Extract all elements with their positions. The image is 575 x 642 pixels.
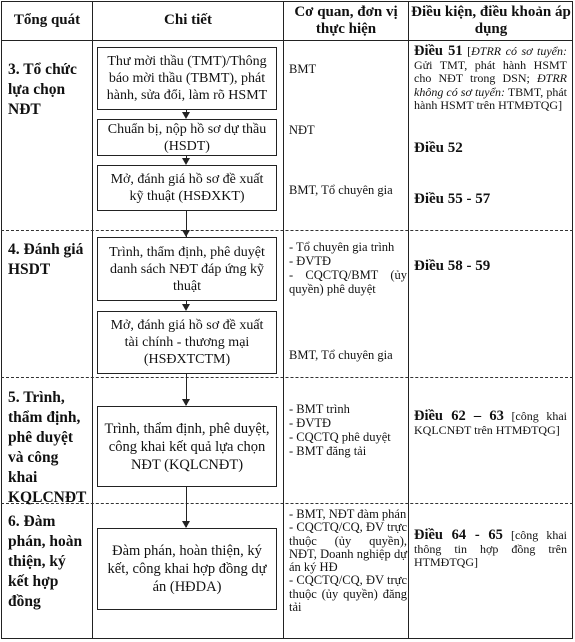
agency-item: - CQCTQ/CQ, ĐV trực thuộc (ủy quyền), NĐT, Doanh nghiệp dự án ký HĐ xyxy=(289,520,407,575)
stage-title: 5. Trình, thẩm định, phê duyệt và công khai KQLCNĐT xyxy=(8,389,87,506)
agency-list xyxy=(289,508,407,614)
condition-part: [công khai thông tin hợp đồng trên HTMĐTQG] xyxy=(414,528,567,569)
col-divider xyxy=(283,1,284,639)
condition-part: [công khai KQLCNĐT trên HTMĐTQG] xyxy=(414,409,567,437)
step-box: Mở, đánh giá hồ sơ đề xuất kỹ thuật (HSĐXKT) xyxy=(97,165,277,211)
article-label: Điều 62 – 63 xyxy=(414,408,504,424)
header-agency: Cơ quan, đơn vị thực hiện xyxy=(294,4,398,37)
flow-arrow-icon xyxy=(182,521,190,528)
step-box: Mở, đánh giá hồ sơ đề xuất tài chính - thương mại (HSĐXTCTM) xyxy=(97,311,277,374)
agency-text: BMT, Tổ chuyên gia xyxy=(289,183,393,197)
article-label: Điều 52 xyxy=(414,140,463,156)
agency-item: - ĐVTĐ xyxy=(289,416,332,430)
header-divider xyxy=(1,40,573,41)
stage-divider xyxy=(1,377,573,378)
stage-divider xyxy=(1,230,573,231)
condition-emphasis: ĐTRR không có sơ tuyển: xyxy=(414,71,567,99)
col-divider xyxy=(92,1,93,639)
header-detail: Chi tiết xyxy=(164,12,212,28)
agency-item: - BMT, NĐT đàm phán xyxy=(289,507,407,521)
col-divider xyxy=(408,1,409,639)
stage-title: 3. Tổ chức lựa chọn NĐT xyxy=(8,61,77,118)
agency-list xyxy=(289,402,407,458)
condition-part: TBMT, phát hành HSMT trên HTMĐTQG] xyxy=(414,84,567,112)
agency-text: BMT, Tổ chuyên gia xyxy=(289,348,393,362)
step-box: Trình, thẩm định, phê duyệt danh sách NĐT đáp ứng kỹ thuật xyxy=(97,237,277,301)
condition-text xyxy=(414,410,567,437)
condition-text xyxy=(414,529,567,570)
agency-item: - BMT trình xyxy=(289,402,350,416)
agency-item: - CQCTQ/CQ, ĐV trực thuộc (ủy quyền) đăng tải xyxy=(289,573,407,615)
agency-item: - CQCTQ phê duyệt xyxy=(289,430,391,444)
article-label: Điều 55 - 57 xyxy=(414,191,491,207)
flow-arrow-icon xyxy=(182,230,190,237)
agency-text: BMT xyxy=(289,62,317,76)
article-label: Điều 64 - 65 xyxy=(414,527,503,543)
article-label: Điều 58 - 59 xyxy=(414,258,491,274)
flow-arrow-icon xyxy=(182,112,190,119)
agency-list xyxy=(289,240,407,296)
stage-title: 4. Đánh giá HSDT xyxy=(8,241,84,278)
step-box: Thư mời thầu (TMT)/Thông báo mời thầu (TBMT), phát hành, sửa đổi, làm rõ HSMT xyxy=(97,47,277,110)
condition-part: Gửi TMT, phát hành HSMT cho NĐT trong DSN; xyxy=(414,57,567,85)
agency-item: - CQCTQ/BMT (ủy quyền) phê duyệt xyxy=(289,268,407,296)
condition-part: [ xyxy=(467,44,472,58)
step-box: Trình, thẩm định, phê duyệt, công khai kết quả lựa chọn NĐT (KQLCNĐT) xyxy=(97,406,277,487)
agency-item: - BMT đăng tải xyxy=(289,444,367,458)
condition-text xyxy=(414,45,567,113)
flow-arrow-icon xyxy=(182,399,190,406)
agency-item: - ĐVTĐ xyxy=(289,254,332,268)
article-label: Điều 51 xyxy=(414,43,463,59)
flow-arrow-icon xyxy=(182,304,190,311)
agency-item: - Tổ chuyên gia trình xyxy=(289,240,395,254)
step-box: Chuẩn bị, nộp hồ sơ dự thầu (HSDT) xyxy=(97,119,277,156)
stage-title: 6. Đàm phán, hoàn thiện, ký kết hợp đồng xyxy=(8,513,83,610)
header-general: Tổng quát xyxy=(13,12,81,28)
condition-emphasis: ĐTRR có sơ tuyển: xyxy=(471,44,567,58)
agency-text: NĐT xyxy=(289,123,315,137)
header-conditions: Điều kiện, điều khoản áp dụng xyxy=(411,4,571,37)
step-box: Đàm phán, hoàn thiện, ký kết, công khai hợp đồng dự án (HĐDA) xyxy=(97,528,277,610)
flow-arrow-icon xyxy=(182,158,190,165)
